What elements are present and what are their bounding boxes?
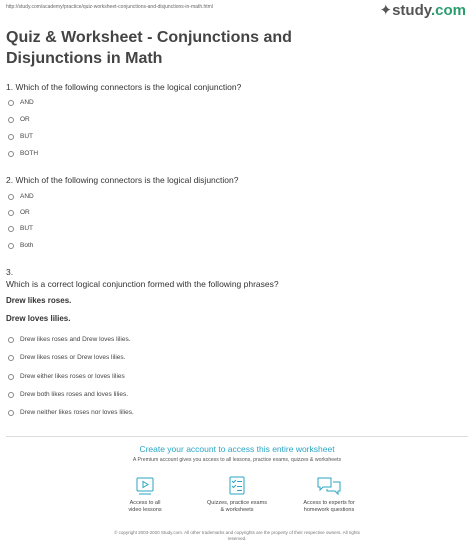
video-lessons-icon — [134, 476, 156, 496]
radio-icon[interactable] — [8, 226, 14, 232]
study-logo[interactable] — [380, 1, 467, 19]
cta-subtitle: A Premium account gives you access to all lessons, practice exams, quizzes & worksheets — [132, 457, 342, 463]
practice-exams-icon — [226, 476, 248, 496]
logo-swoosh-icon: ✦ — [379, 2, 393, 19]
radio-icon[interactable] — [8, 337, 14, 343]
logo-suffix: .com — [430, 2, 466, 19]
radio-icon[interactable] — [8, 243, 14, 249]
logo-main: study — [392, 2, 431, 19]
q2-option-d[interactable]: Both — [8, 242, 33, 249]
q1-option-a[interactable]: AND — [8, 99, 34, 106]
radio-icon[interactable] — [8, 355, 14, 361]
radio-icon[interactable] — [8, 194, 14, 200]
expert-help-icon — [316, 476, 342, 496]
question-2-prompt: 2. Which of the following connectors is the logical disjunction? — [6, 175, 239, 185]
question-3-number: 3. — [6, 267, 14, 277]
radio-icon[interactable] — [8, 134, 14, 140]
q3-option-c[interactable]: Drew either likes roses or loves lilies — [8, 373, 125, 380]
question-3-phrase-1: Drew likes roses. — [6, 296, 72, 305]
radio-icon[interactable] — [8, 210, 14, 216]
radio-icon[interactable] — [8, 410, 14, 416]
feature-video-lessons: Access to all video lessons — [100, 476, 190, 514]
q3-option-a[interactable]: Drew likes roses and Drew loves lilies. — [8, 336, 131, 343]
feature-practice-exams: Quizzes, practice exams & worksheets — [192, 476, 282, 514]
q2-option-b[interactable]: OR — [8, 209, 30, 216]
page-url: http://study.com/academy/practice/quiz-worksheet-conjunctions-and-disjunctions-in-math.html — [6, 4, 213, 10]
radio-icon[interactable] — [8, 117, 14, 123]
q1-option-d[interactable]: BOTH — [8, 150, 38, 157]
question-1-prompt: 1. Which of the following connectors is the logical conjunction? — [6, 82, 242, 92]
q2-option-a[interactable]: AND — [8, 193, 34, 200]
radio-icon[interactable] — [8, 100, 14, 106]
radio-icon[interactable] — [8, 374, 14, 380]
feature-expert-help: Access to experts for homework questions — [284, 476, 374, 514]
q1-option-b[interactable]: OR — [8, 116, 30, 123]
cta-title[interactable]: Create your account to access this entire worksheet — [139, 444, 335, 454]
q1-option-c[interactable]: BUT — [8, 133, 33, 140]
question-3-phrase-2: Drew loves lilies. — [6, 314, 71, 323]
radio-icon[interactable] — [8, 151, 14, 157]
q2-option-c[interactable]: BUT — [8, 225, 33, 232]
copyright: © copyright 2003-2020 Study.com. All other trademarks and copyrights are the property of their respective owners. All rights reserved. — [114, 530, 360, 541]
q3-option-e[interactable]: Drew neither likes roses nor loves lilies. — [8, 409, 134, 416]
q3-option-d[interactable]: Drew both likes roses and loves lilies. — [8, 391, 128, 398]
page-title: Quiz & Worksheet - Conjunctions and Disjunctions in Math — [6, 29, 292, 67]
question-3-prompt: Which is a correct logical conjunction formed with the following phrases? — [6, 279, 279, 289]
radio-icon[interactable] — [8, 392, 14, 398]
q3-option-b[interactable]: Drew likes roses or Drew loves lilies. — [8, 354, 125, 361]
